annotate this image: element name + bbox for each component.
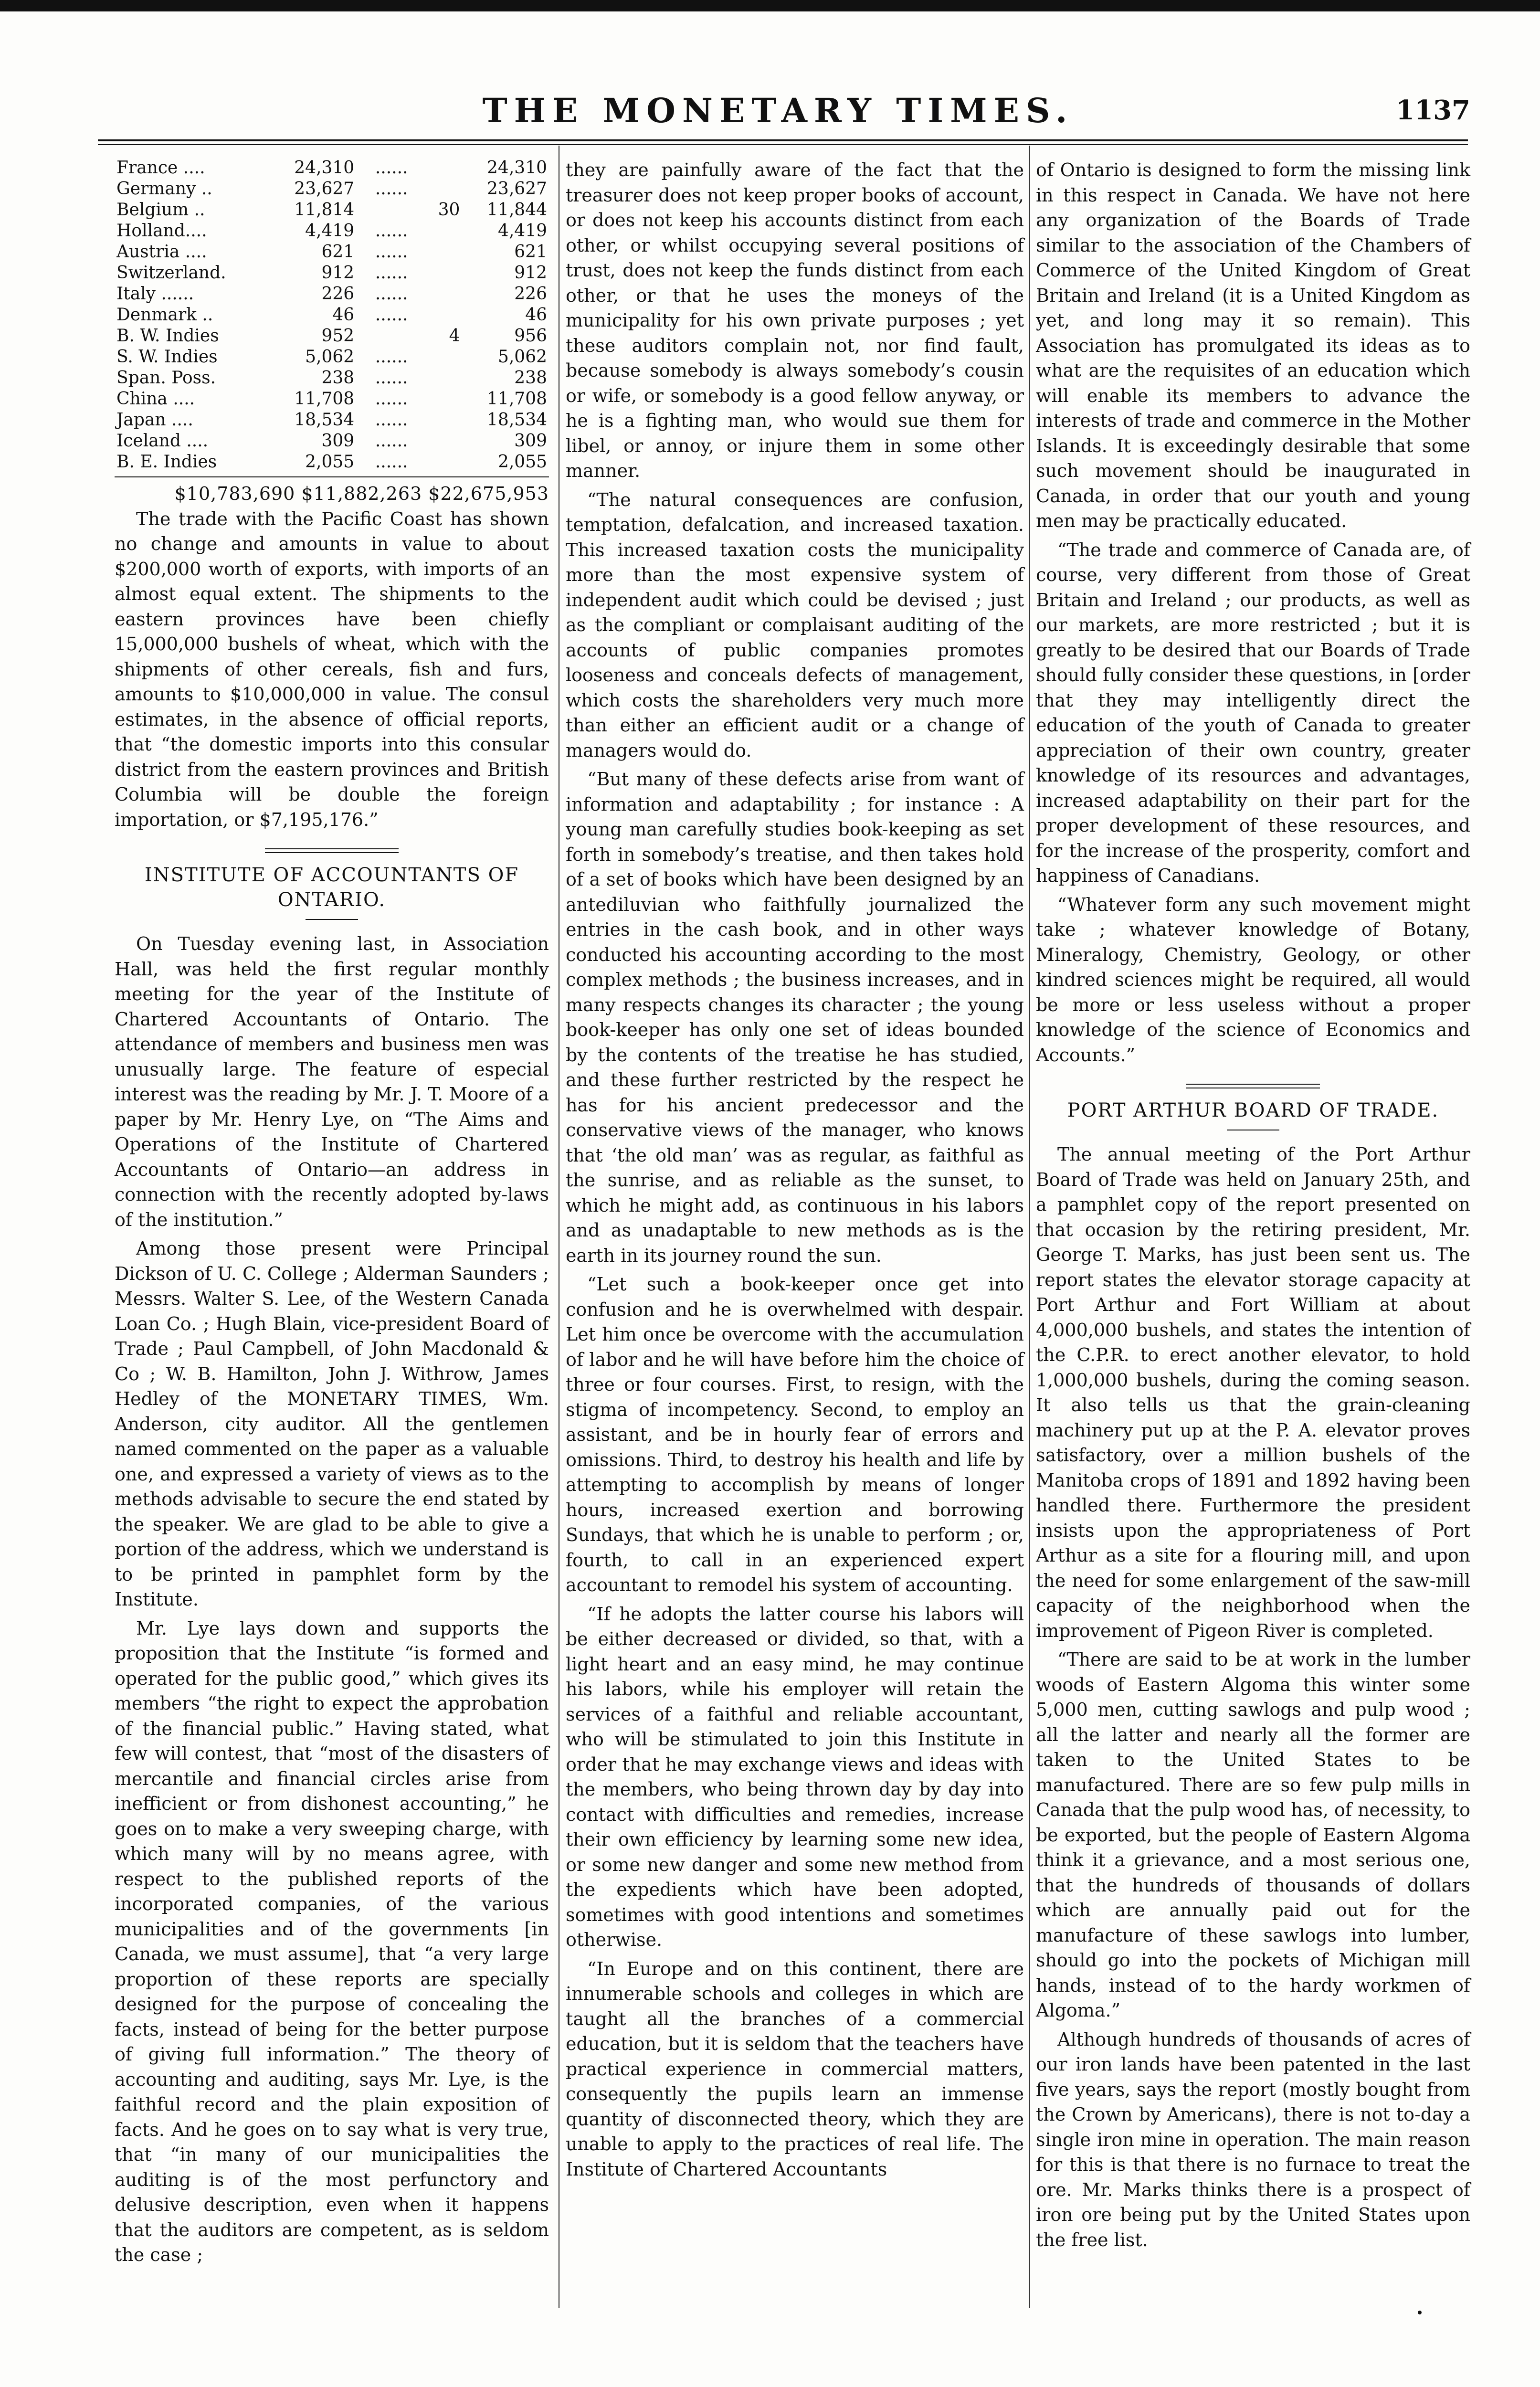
- scan-edge: [0, 0, 1540, 11]
- table-cell-leader: ......: [375, 242, 408, 262]
- table-cell-total: 46: [525, 305, 547, 325]
- table-cell-value: 952: [321, 326, 355, 346]
- trade-paragraph: The trade with the Pacific Coast has shown no change and amounts in value to about $200,000 worth of exports, with imports of an almost equal extent. The shipments to the eastern provinces have been chiefly 15,000,000 bushels of wheat, which with the shipments of other cereals, fish and furs, amounts to $10,000,000 in value. The consul estimates, in the absence of official reports, that “the domestic imports into this consular district from the eastern provinces and British Columbia will be double the foreign importation, or $7,195,176.”: [115, 508, 549, 830]
- port-arthur-heading: PORT ARTHUR BOARD OF TRADE.: [1067, 1099, 1439, 1121]
- table-cell-country: B. E. Indies: [116, 452, 217, 472]
- table-cell-total: 18,534: [487, 410, 547, 430]
- table-cell-value: [427, 242, 462, 263]
- column-3: [1036, 158, 1470, 2256]
- table-cell-country: S. W. Indies: [116, 347, 218, 367]
- table-cell-value: 11,814: [294, 200, 355, 220]
- institute-paragraph: On Tuesday evening last, in Association Hall, was held the first regular monthly meeting for the year of the Institute of Chartered Accountants of Ontario. The attendance of members and business men was unusually large. The feature of especial interest was the reading by Mr. J. T. Moore of a paper by Mr. Henry Lye, on “The Aims and Operations of the Institute of Chartered Accountants of Ontario—an address in connection with the recently adopted by-laws of the institution.”: [115, 933, 549, 1230]
- table-cell-value: 11,708: [294, 389, 355, 409]
- column-1: [115, 158, 549, 2271]
- table-row: [115, 284, 549, 305]
- table-cell-total: 226: [514, 284, 547, 304]
- page-header: [86, 91, 1470, 134]
- table-cell-value: 238: [321, 368, 355, 388]
- trade-table: [115, 158, 549, 473]
- table-cell-value: [427, 263, 462, 284]
- table-cell-total: 11,844: [487, 200, 547, 220]
- article-paragraph: of Ontario is designed to form the missing link in this respect in Canada. We have not here any organization of the Boards of Trade similar to the association of the Chambers of Commerce of the United Kingdom of Great Britain and Ireland (it is a United Kingdom as yet, and long may it so remain). This Association has promulgated its ideas as to what are the requisites of an education which will enable its members to advance the interests of trade and commerce in the Mother Islands. It is exceedingly desirable that some such movement should be inaugurated in Canada, in order that our youth and young men may be practically educated.: [1036, 159, 1470, 531]
- table-cell-value: [427, 347, 462, 368]
- table-cell-leader: ......: [375, 158, 408, 178]
- table-cell-value: 23,627: [294, 179, 355, 199]
- table-cell-country: France ....: [116, 158, 205, 178]
- table-row: [115, 347, 549, 368]
- table-cell-country: China ....: [116, 389, 195, 409]
- table-row: [115, 389, 549, 410]
- table-cell-country: Iceland ....: [116, 431, 209, 451]
- table-cell-country: Denmark ..: [116, 305, 213, 325]
- table-row: [115, 305, 549, 326]
- table-cell-leader: [356, 200, 427, 221]
- port-arthur-paragraph: The annual meeting of the Port Arthur Board of Trade was held on January 25th, and a pamphlet copy of the report presented on that occasion by the retiring president, Mr. George T. Marks, has just been sent us. The report states the elevator storage capacity at Port Arthur and Fort William at about 4,000,000 bushels, and states the intention of the C.P.R. to erect another elevator, to hold 1,000,000 bushels, during the coming season. It also tells us that the grain-cleaning machinery put up at the P. A. elevator proves satisfactory, over a million bushels of the Manitoba crops of 1891 and 1892 having been handled there. Furthermore the president insists upon the appropriateness of Port Arthur as a site for a flouring mill, and upon the need for some enlargement of the saw-mill capacity of the neighborhood when the improvement of Pigeon River is completed.: [1036, 1144, 1470, 1641]
- table-cell-value: 226: [321, 284, 355, 304]
- table-cell-country: Germany ..: [116, 179, 212, 199]
- table-cell-total: 5,062: [497, 347, 547, 367]
- table-cell-value: [427, 389, 462, 410]
- port-arthur-paragraph: “There are said to be at work in the lumber woods of Eastern Algoma this winter some 5,000 men, cutting sawlogs and pulp wood ; all the latter and nearly all the former are taken to the United States to be manufactured. There are so few pulp mills in Canada that the pulp wood has, of necessity, to be exported, but the people of Eastern Algoma think it a grievance, and a most serious one, that the hundreds of thousands of dollars which are annually paid out for the manufacture of these sawlogs into lumber, should go into the pockets of Michigan mill hands, instead of to the hardy workmen of Algoma.”: [1036, 1649, 1470, 2021]
- table-cell-value: 24,310: [294, 158, 355, 178]
- table-cell-value: 5,062: [305, 347, 355, 367]
- table-cell-country: B. W. Indies: [116, 326, 219, 346]
- table-cell-value: 309: [321, 431, 355, 451]
- table-cell-leader: ......: [375, 410, 408, 430]
- article-paragraph: “The natural consequences are confusion, temptation, defalcation, and increased taxation. This increased taxation costs the municipality more than the most expensive system of independent audit which could be devised ; just as the compliant or complaisant auditing of the accounts of public companies promotes looseness and conceals defects of management, which costs the shareholders very much more than either an efficient audit or a change of managers would do.: [566, 489, 1024, 761]
- table-cell-value: [427, 452, 462, 473]
- header-rule: [98, 139, 1468, 141]
- port-arthur-paragraph: Although hundreds of thousands of acres of our iron lands have been patented in the last five years, says the report (mostly bought from the Crown by Americans), there is not to-day a single iron mine in operation. The main reason for this is that there is no furnace to treat the ore. Mr. Marks thinks there is a prospect of iron ore being put by the United States upon the free list.: [1036, 2028, 1470, 2250]
- table-cell-total: 238: [514, 368, 547, 388]
- table-row: [115, 221, 549, 242]
- table-cell-value: [427, 158, 462, 179]
- article-paragraph: “In Europe and on this continent, there are innumerable schools and colleges in which are taught all the branches of a commercial education, but it is seldom that the teachers have practical experience in commercial matters, consequently the pupils learn an immense quantity of disconnected theory, which they are unable to apply to the practices of real life. The Institute of Chartered Accountants: [566, 1958, 1024, 2180]
- table-cell-leader: ......: [375, 305, 408, 325]
- table-row: [115, 242, 549, 263]
- column-divider: [1029, 146, 1030, 2308]
- header-rule-thin: [98, 144, 1468, 145]
- table-cell-value: [427, 284, 462, 305]
- article-paragraph: “If he adopts the latter course his labors will be either decreased or divided, so that, with a light heart and an easy mind, he may continue his labors, while his employer will retain the services of a faithful and reliable accountant, who will be stimulated to join this Institute in order that he may exchange views and ideas with the members, who being thrown day by day into contact with difficulties and remedies, increase their own efficiency by learning some new idea, or some new danger and some new method from the expedients which have been adopted, sometimes with good intentions and sometimes otherwise.: [566, 1603, 1024, 1950]
- table-cell-leader: ......: [375, 179, 408, 199]
- article-paragraph: “But many of these defects arise from want of information and adaptability ; for instance : A young man carefully studies book-keeping as set forth in somebody’s treatise, and then takes hold of a set of books which have been designed by an antediluvian who faithfully journalized the entries in the cash book, and in other ways conducted his accounting according to the most complex methods ; the business increases, and in many respects changes its character ; the young book-keeper has only one set of ideas bounded by the contents of the treatise he has studied, and these further restricted by the respect he has for his ancient predecessor and the conservative views of the manager, who knows that ‘the old man’ was as regular, as faithful as the sunrise, and as reliable as the sunset, to which he might add, as continuous in his labors and as unadaptable to new methods as is the earth in its journey round the sun.: [566, 769, 1024, 1266]
- masthead: THE MONETARY TIMES.: [482, 91, 1074, 130]
- table-cell-country: Austria ....: [116, 242, 207, 262]
- table-cell-value: 621: [321, 242, 355, 262]
- table-cell-value: 4,419: [305, 221, 355, 241]
- table-row: [115, 200, 549, 221]
- section-separator: [265, 848, 399, 853]
- table-cell-country: Belgium ..: [116, 200, 205, 220]
- table-row: [115, 326, 549, 347]
- table-row: [115, 410, 549, 431]
- table-cell-leader: ......: [375, 389, 408, 409]
- table-cell-leader: ......: [375, 221, 408, 241]
- column-2: [566, 158, 1024, 2186]
- table-cell-value: 912: [321, 263, 355, 283]
- table-cell-total: 4,419: [497, 221, 547, 241]
- table-cell-total: 956: [514, 326, 547, 346]
- institute-heading: INSTITUTE OF ACCOUNTANTS OF ONTARIO.: [144, 864, 519, 911]
- table-cell-leader: ......: [375, 284, 408, 304]
- table-cell-value: [427, 431, 462, 452]
- table-cell-total: 11,708: [487, 389, 547, 409]
- heading-rule: [306, 919, 358, 920]
- table-row: [115, 179, 549, 200]
- table-row: [115, 431, 549, 452]
- table-cell-leader: ......: [375, 368, 408, 388]
- table-cell-value: [427, 368, 462, 389]
- table-row: [115, 158, 549, 179]
- table-cell-total: 912: [514, 263, 547, 283]
- section-separator: [1186, 1084, 1320, 1088]
- table-cell-total: 2,055: [497, 452, 547, 472]
- trade-totals: $10,783,690 $11,882,263 $22,675,953: [115, 476, 549, 507]
- table-cell-leader: ......: [375, 263, 408, 283]
- table-cell-value: [427, 221, 462, 242]
- article-paragraph: “Whatever form any such movement might take ; whatever knowledge of Botany, Mineralogy, Chemistry, Geology, or other kindred sciences might be required, all would be more or less useless without a proper knowledge of the science of Economics and Accounts.”: [1036, 894, 1470, 1066]
- table-cell-value: [427, 179, 462, 200]
- table-row: [115, 452, 549, 473]
- table-cell-value: [427, 410, 462, 431]
- table-cell-total: 309: [514, 431, 547, 451]
- table-cell-value: [427, 305, 462, 326]
- table-row: [115, 263, 549, 284]
- table-cell-leader: [356, 326, 427, 347]
- page-number: 1137: [1396, 95, 1470, 126]
- table-cell-country: Italy ......: [116, 284, 194, 304]
- institute-paragraph: Mr. Lye lays down and supports the proposition that the Institute “is formed and operated for the public good,” which gives its members “the right to expect the approbation of the financial public.” Having stated, what few will contest, that “most of the disasters of mercantile and financial circles arise from inefficient or from dishonest accounting,” he goes on to make a very sweeping charge, with which many will by no means agree, with respect to the published reports of the incorporated companies, of the various municipalities and of the governments [in Canada, we must assume], that “a very large proportion of these reports are specially designed for the purpose of concealing the facts, instead of being for the better purpose of giving full information.” The theory of accounting and auditing, says Mr. Lye, is the faithful record and the plain exposition of facts. And he goes on to say what is very true, that “in many of our municipalities the auditing is of the most perfunctory and delusive description, even when it happens that the auditors are competent, as is seldom the case ;: [115, 1617, 549, 2265]
- table-cell-country: Switzerland.: [116, 263, 226, 283]
- table-cell-country: Span. Poss.: [116, 368, 216, 388]
- table-cell-country: Holland....: [116, 221, 207, 241]
- table-row: [115, 368, 549, 389]
- article-paragraph: “Let such a book-keeper once get into confusion and he is overwhelmed with despair. Let him once be overcome with the accumulation of labor and he will have before him the choice of three or four courses. First, to resign, with the stigma of incompetency. Second, to employ an assistant, and be in hourly fear of errors and omissions. Third, to destroy his health and life by attempting to accomplish by means of longer hours, increased exertion and borrowing Sundays, that which he is unable to perform ; or, fourth, to call in an experienced expert accountant to remodel his system of accounting.: [566, 1274, 1024, 1595]
- ink-speck: [1418, 2311, 1422, 2314]
- table-cell-country: Japan ....: [116, 410, 193, 430]
- table-cell-total: 24,310: [487, 158, 547, 178]
- table-cell-leader: ......: [375, 452, 408, 472]
- table-cell-value: 30: [438, 200, 460, 220]
- institute-paragraph: Among those present were Principal Dickson of U. C. College ; Alderman Saunders ; Messrs. Walter S. Lee, of the Western Canada Loan Co. ; Hugh Blain, vice-president Board of Trade ; Paul Campbell, of John Macdonald & Co ; W. B. Hamilton, John J. Withrow, James Hedley of the MONETARY TIMES, Wm. Anderson, city auditor. All the gentlemen named commented on the paper as a valuable one, and expressed a variety of views as to the methods advisable to secure the end stated by the speaker. We are glad to be able to give a portion of the address, which we understand is to be printed in pamphlet form by the Institute.: [115, 1238, 549, 1610]
- table-cell-total: 621: [514, 242, 547, 262]
- table-cell-value: 18,534: [294, 410, 355, 430]
- article-paragraph: “The trade and commerce of Canada are, of course, very different from those of Great Britain and Ireland ; our products, as well as our markets, are more restricted ; but it is greatly to be desired that our Boards of Trade should fully consider these questions, in [order that they may intelligently direct the education of the youth of Canada to greater appreciation of their own country, greater knowledge of its resources and advantages, increased adaptability on their part for the proper development of these resources, and for the increase of the prosperity, comfort and happiness of Canadians.: [1036, 539, 1470, 886]
- table-cell-leader: ......: [375, 347, 408, 367]
- article-paragraph: they are painfully aware of the fact that the treasurer does not keep proper books of account, or does not keep his accounts distinct from each other, or whilst occupying several positions of trust, does not keep the funds distinct from each other, or that he uses the moneys of the municipality for his own private purposes ; yet these auditors complain not, nor find fault, because somebody is always somebody’s cousin or wife, or somebody is a good fellow anyway, or he is a fighting man, who would sue them for libel, or annoy, or injure them in some other manner.: [566, 159, 1024, 481]
- table-cell-value: 2,055: [305, 452, 355, 472]
- table-cell-total: 23,627: [487, 179, 547, 199]
- table-cell-value: 4: [449, 326, 460, 346]
- table-cell-leader: ......: [375, 431, 408, 451]
- table-cell-value: 46: [332, 305, 355, 325]
